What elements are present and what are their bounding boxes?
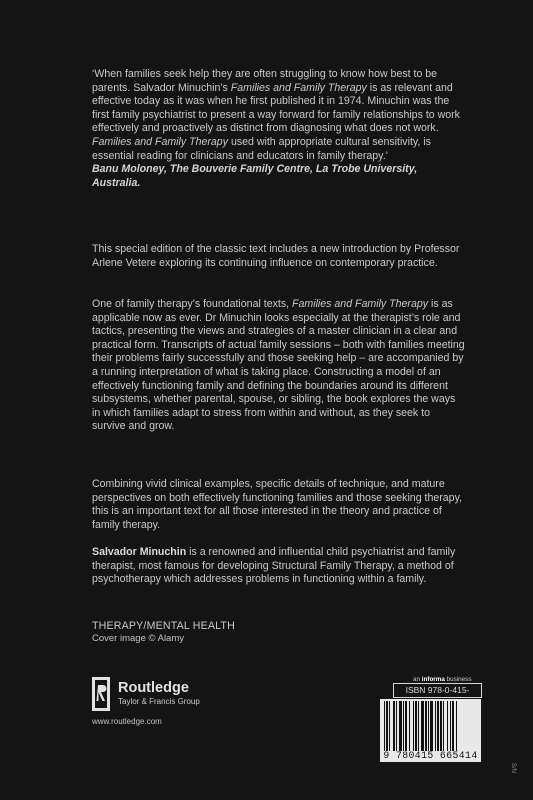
publisher-logo — [92, 677, 222, 713]
author-name: Salvador Minuchin — [92, 546, 187, 558]
barcode-bar — [430, 701, 433, 751]
isbn-box: ISBN 978-0-415- — [393, 683, 482, 698]
barcode-bar — [384, 701, 385, 751]
author-bio-text: Salvador Minuchin is a renowned and influential child psychiatrist and family therapist, most famous for developing Structural Family Therapy, a method of psychotherapy which addresses problems in functioning within a family. — [92, 546, 456, 586]
edition-intro — [92, 243, 466, 270]
barcode-bar — [393, 701, 395, 751]
publisher-website: www.routledge.com — [92, 717, 162, 726]
routledge-logo-icon — [92, 677, 110, 711]
barcode-bar — [440, 701, 442, 751]
barcode-bar — [418, 701, 419, 751]
barcode-number: 9 780415 665414 — [383, 750, 478, 761]
barcode-bar — [452, 701, 454, 751]
publisher-group: Taylor & Francis Group — [118, 697, 200, 706]
barcode-bar — [403, 701, 404, 751]
barcode-bar — [389, 701, 390, 751]
barcode-bar — [456, 701, 457, 751]
book-summary — [92, 478, 466, 532]
informa-business-label: an informa business — [413, 676, 472, 683]
barcode-bar — [450, 701, 451, 751]
cover-image-credit: Cover image © Alamy — [92, 633, 185, 644]
publisher-name: Routledge — [118, 680, 189, 696]
subject-category: THERAPY/MENTAL HEALTH — [92, 620, 235, 632]
barcode-bar — [396, 701, 397, 751]
barcode-bar — [405, 701, 407, 751]
barcode-bar — [447, 701, 448, 751]
quote-text: ‘When families seek help they are often struggling to know how best to be parents. Salvador Minuchin’s Families and Family Therapy is as relevant and effective today as it was when he first published it in 1974. Minuchin was the first family psychiatrist to present a way forward for family relationships to work effectively and proactively as distinct from diagnosing what does not work. Families and Family Therapy used with appropriate cultural sensitivity, is essential reading for clinicians and educators in family therapy.’ — [92, 68, 460, 162]
quote-attribution: Banu Moloney, The Bouverie Family Centre, La Trobe University, Australia. — [92, 163, 418, 189]
barcode-bar — [435, 701, 436, 751]
endorsement-quote — [92, 68, 466, 190]
barcode-bar — [421, 701, 424, 751]
spine-edge-mark: S/N — [510, 763, 516, 774]
barcode-bar — [437, 701, 439, 751]
barcode-bar — [386, 701, 388, 751]
book-description — [92, 298, 466, 434]
barcode-bar — [413, 701, 414, 751]
intro-text: This special edition of the classic text includes a new introduction by Professor Arlene Vetere exploring its continuing influence on contemporary practice. — [92, 243, 460, 269]
summary-text: Combining vivid clinical examples, specific details of technique, and mature perspectives on both effectively functioning families and those seeking therapy, this is an important text for all those interested in the theory and practice of family therapy. — [92, 478, 463, 531]
barcode-bar — [443, 701, 444, 751]
barcode-bar — [399, 701, 402, 751]
barcode-bar — [425, 701, 427, 751]
barcode-bar — [409, 701, 410, 751]
barcode-bar — [428, 701, 429, 751]
barcode-icon — [384, 701, 478, 751]
barcode-bar — [415, 701, 417, 751]
barcode — [380, 699, 481, 762]
author-bio — [92, 546, 466, 587]
description-text: One of family therapy’s foundational texts, Families and Family Therapy is as applicable now as ever. Dr Minuchin looks especially at the therapist’s role and tactics, presenting the views and strategies of a master clinician in a clear and practical form. Transcripts of actual family sessions – both with families meeting their problems fairly successfully and those seeking help – are accompanied by a running interpretation of what is taking place. Constructing a model of an effectively functioning family and defining the boundaries around its different subsystems, whether parental, spouse, or sibling, the book explores the ways in which families adapt to stress from within and without, as they seek to survive and grow. — [92, 298, 465, 433]
